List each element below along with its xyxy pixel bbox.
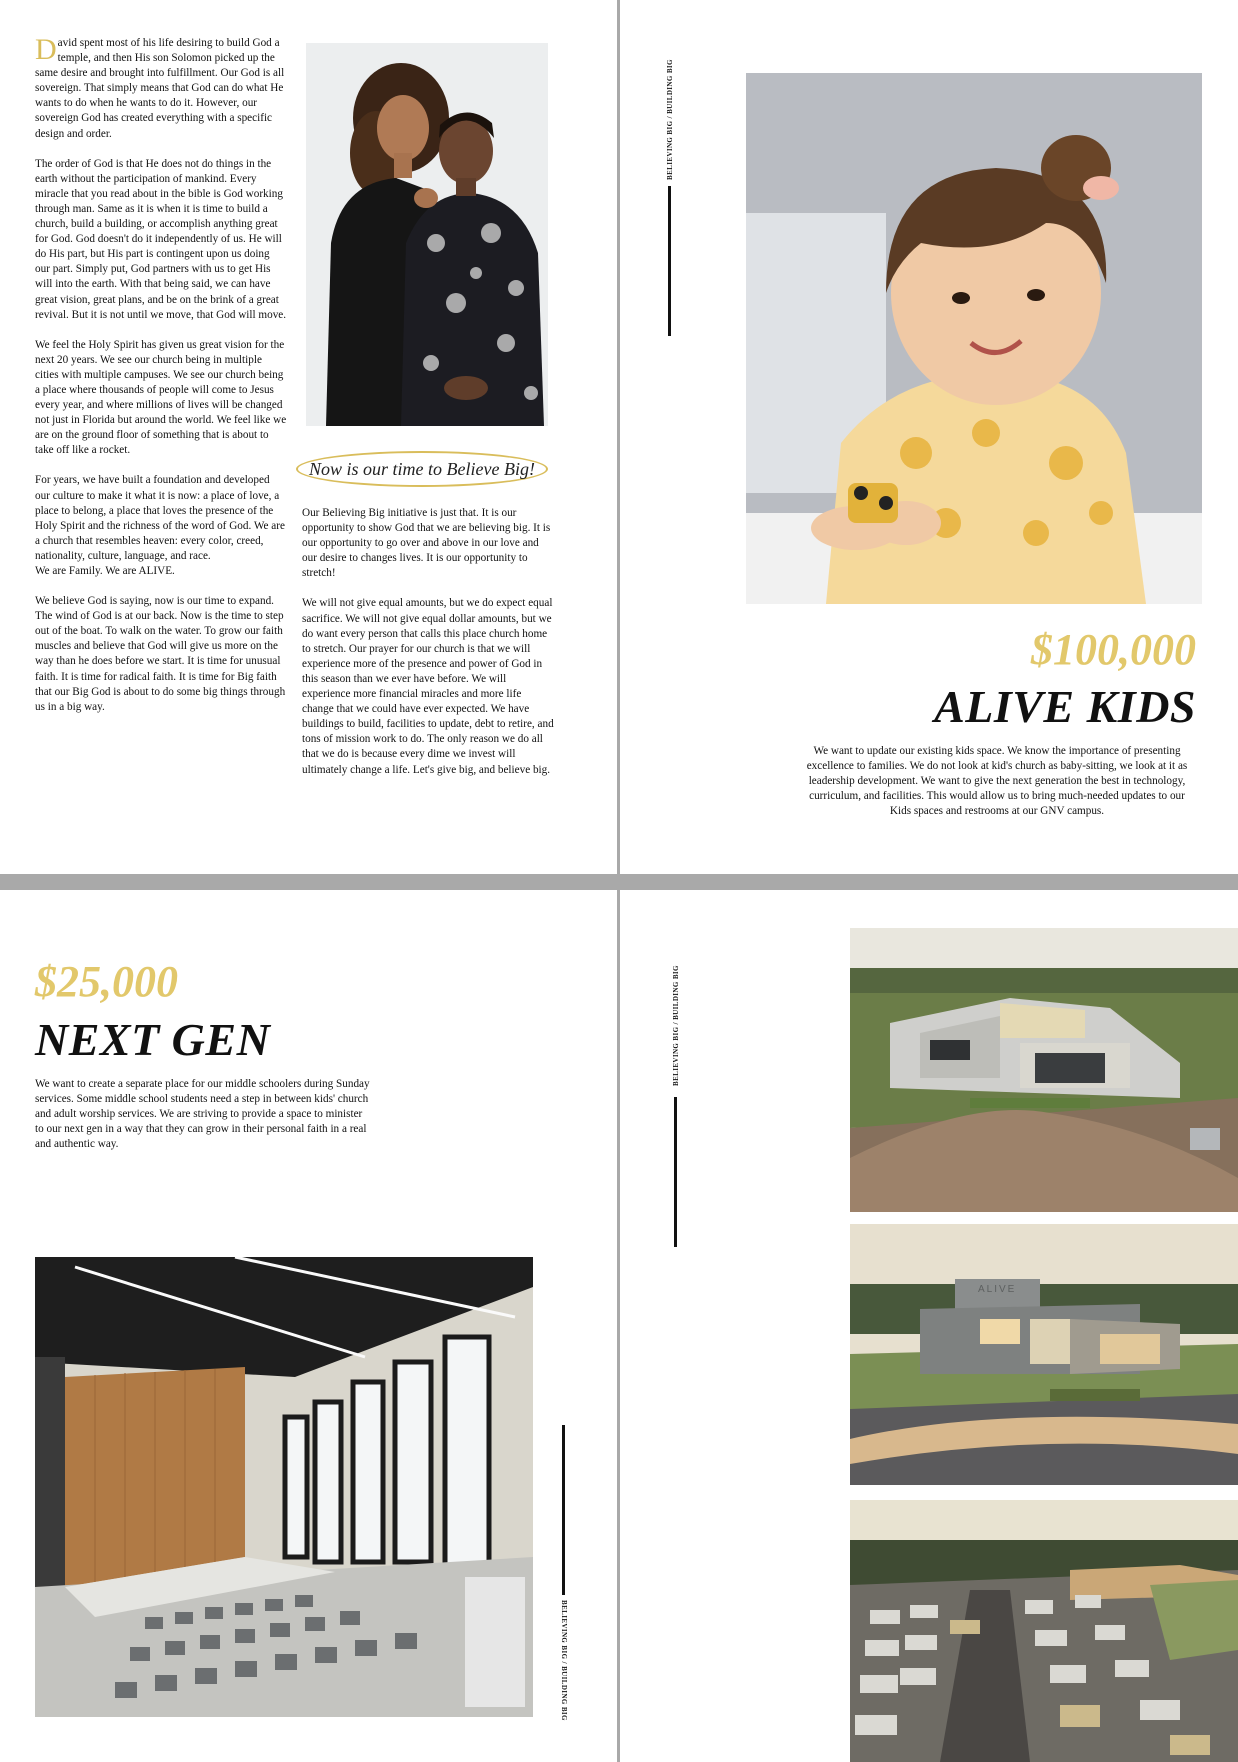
paragraph-4-tagline: We are Family. We are ALIVE. <box>35 565 175 577</box>
vertical-rule <box>562 1425 565 1595</box>
right-text-column <box>302 506 555 793</box>
couple-photo <box>306 43 548 426</box>
page-intro <box>0 0 617 874</box>
running-head: BELIEVING BIG / BUILDING BIG <box>672 965 680 1086</box>
next-gen-amount: $25,000 <box>35 957 178 1006</box>
building-sign: ALIVE <box>978 1284 1017 1295</box>
page-alive-kids <box>620 0 1238 874</box>
building-rendering-2 <box>850 1224 1238 1485</box>
vertical-rule <box>668 186 671 336</box>
left-text-column <box>35 33 287 730</box>
initiative-paragraph-2: We will not give equal amounts, but we do expect equal sacrifice. We will not give equal dollar amounts, but we do want every person that calls this place church home to stretch. Our prayer for our church is that we will experience more of the presence and power of God in this season than we ever have before. We will experience more financial miracles and more life change that we could have ever expected. We have buildings to build, facilities to update, debt to retire, and tons of mission work to do. The only reason we do all that we do is because every dime we invest will ultimately change a life. Let's give big, and believe big. <box>302 597 554 776</box>
alive-kids-heading: ALIVE KIDS <box>934 681 1196 732</box>
running-head: BELIEVING BIG / BUILDING BIG <box>666 59 674 180</box>
running-head: BELIEVING BIG / BUILDING BIG <box>560 1600 568 1721</box>
next-gen-description: We want to create a separate place for our middle schoolers during Sunday services. Some middle school students need a step in between kids' church and adult worship services. We are striving to provide a space to minister to our next gen in a way that they can grow in their personal faith in a real and authentic way. <box>35 1078 370 1150</box>
paragraph-3: We feel the Holy Spirit has given us great vision for the next 20 years. We see our church being in multiple cities with multiple campuses. We see our church being a place where thousands of people will come to Jesus every year, and where millions of lives will be changed not just in Florida but around the world. We feel like we are on the ground floor of something that is about to take off like a rocket. <box>35 338 287 457</box>
building-rendering-1 <box>850 928 1238 1212</box>
believe-big-callout: Now is our time to Believe Big! <box>296 451 548 487</box>
parking-lot-rendering <box>850 1500 1238 1762</box>
initiative-paragraph-1: Our Believing Big initiative is just that. It is our opportunity to show God that we are believing big. It is our opportunity to go over and above in our love and our desire to changes lives. It is our opportunity to stretch! <box>302 507 551 580</box>
paragraph-4: For years, we have built a foundation and developed our culture to make it what it is now: a place of love, a place to belong, a place that loves the presence of the Holy Spirit and the richness of the word of God. We are a church that resembles heaven: every color, creed, nationality, culture, language, and race. <box>35 474 285 562</box>
drop-cap: D <box>35 33 57 66</box>
alive-kids-description: We want to update our existing kids space. We know the importance of presenting excellence to families. We do not look at kid's church as baby-sitting, we look at it as leadership development. We want to give the next generation the best in technology, curriculum, and facilities. This would allow us to bring much-needed updates to our Kids spaces and restrooms at our GNV campus. <box>806 745 1188 817</box>
vertical-rule <box>674 1097 677 1247</box>
paragraph-5: We believe God is saying, now is our time to expand. The wind of God is at our back. Now is the time to step out of the boat. To walk on the water. To grow our faith muscles and believe that God will give us more on the way than he does before we start. It is time for unusual faith. It is time for radical faith. It is time for Big faith that our Big God is about to do some big things through us in a big way. <box>35 595 286 713</box>
paragraph-1: David spent most of his life desiring to build God a temple, and then His son Solomon picked up the same desire and brought into fulfillment. Our God is all sovereign. That simply means that God can do what He wants to do when he wants to do it. However, our sovereign God has created everything with a specific design and order. <box>35 33 285 140</box>
alive-kids-amount: $100,000 <box>1031 625 1196 674</box>
page-next-gen <box>0 890 617 1762</box>
next-gen-heading: NEXT GEN <box>35 1014 271 1065</box>
child-photo <box>746 73 1202 604</box>
paragraph-2: The order of God is that He does not do things in the earth without the participation of mankind. Every miracle that you read about in the bible is God working through man. Same as it is when it is time to build a church, build a building, or accomplish anything great for God. God doesn't do it independently of us. He will do His part, but His part is contingent upon us doing our part. Simply put, God partners with us to get His will into the earth. With that being said, we can have great vision, great plans, and be on the brink of a great revival. But it is not until we move, that God will move. <box>35 157 287 321</box>
page-building-renderings <box>620 890 1238 1762</box>
youth-room-photo <box>35 1257 533 1717</box>
